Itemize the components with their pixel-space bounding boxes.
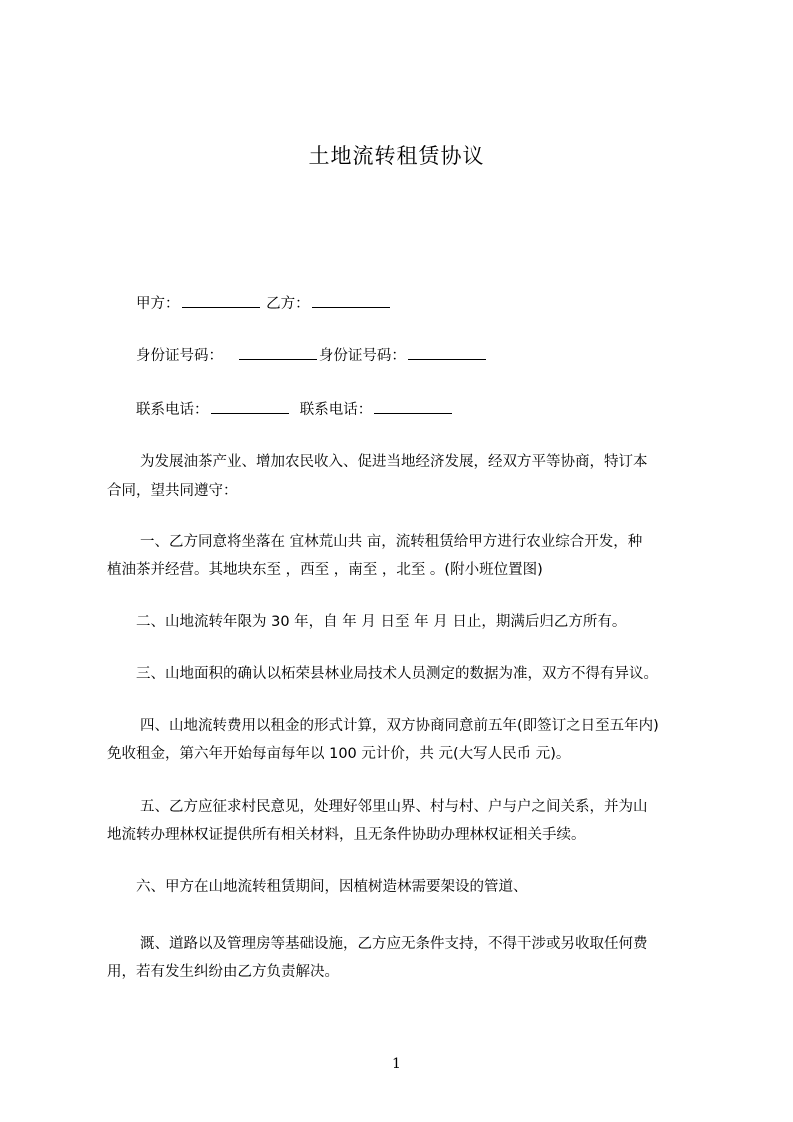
clause-6-line-2: 溉、道路以及管理房等基础设施，乙方应无条件支持，不得干涉或另收取任何费 xyxy=(140,936,648,952)
intro-line-1: 为发展油茶产业、增加农民收入、促进当地经济发展，经双方平等协商，特订本 xyxy=(140,454,648,470)
phone-a-label: 联系电话： xyxy=(136,402,209,418)
phone-b-blank xyxy=(374,399,452,414)
party-a-blank xyxy=(182,293,260,308)
id-b-label: 身份证号码： xyxy=(318,348,406,364)
party-b-label: 乙方： xyxy=(266,296,310,312)
clause-1-line-2: 植油茶并经营。其地块东至 ，西至 ，南至 ，北至 。(附小班位置图) xyxy=(107,562,543,578)
clause-5-line-2: 地流转办理林权证提供所有相关材料，且无条件协助办理林权证相关手续。 xyxy=(107,827,586,843)
clause-3: 三、山地面积的确认以柘荣县林业局技术人员测定的数据为准，双方不得有异议。 xyxy=(136,666,658,682)
clause-1-line-1: 一、乙方同意将坐落在 宜林荒山共 亩，流转租赁给甲方进行农业综合开发，种 xyxy=(140,534,643,550)
id-b-blank xyxy=(408,345,486,360)
id-a-blank xyxy=(239,345,317,360)
id-line xyxy=(136,345,488,366)
page-title: 土地流转租赁协议 xyxy=(308,144,485,168)
clause-2: 二、山地流转年限为 30 年，自 年 月 日至 年 月 日止，期满后归乙方所有。 xyxy=(136,614,627,630)
party-b-blank xyxy=(312,293,390,308)
phone-a-blank xyxy=(211,399,289,414)
id-a-label: 身份证号码： xyxy=(136,348,223,364)
clause-4-line-1: 四、山地流转费用以租金的形式计算，双方协商同意前五年(即签订之日至五年内) xyxy=(140,718,659,734)
phone-line xyxy=(136,399,454,420)
clause-4-line-2: 免收租金，第六年开始每亩每年以 100 元计价，共 元(大写人民币 元)。 xyxy=(107,746,571,762)
party-line xyxy=(136,293,392,314)
intro-line-2: 合同，望共同遵守： xyxy=(107,483,238,499)
clause-5-line-1: 五、乙方应征求村民意见，处理好邻里山界、村与村、户与户之间关系，并为山 xyxy=(140,799,648,815)
page-number: 1 xyxy=(392,1056,401,1072)
clause-6-line-3: 用，若有发生纠纷由乙方负责解决。 xyxy=(107,964,339,980)
party-a-label: 甲方： xyxy=(136,296,180,312)
clause-6-line-1: 六、甲方在山地流转租赁期间，因植树造林需要架设的管道、 xyxy=(136,879,528,895)
phone-b-label: 联系电话： xyxy=(299,402,373,418)
